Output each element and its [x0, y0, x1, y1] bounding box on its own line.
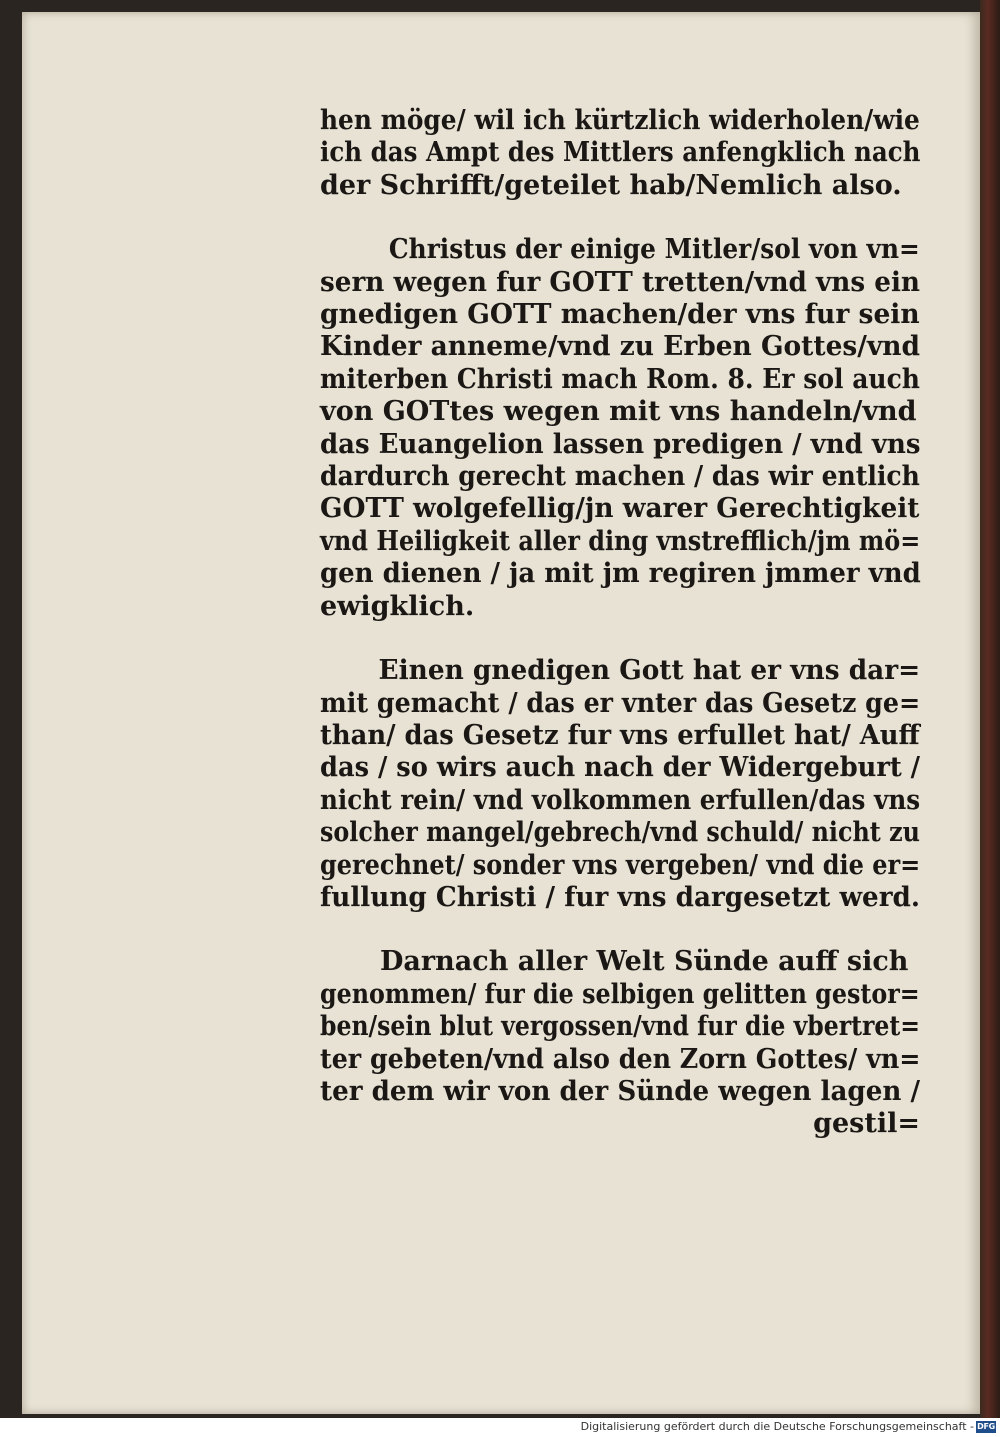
paragraph-2: [320, 234, 920, 623]
footer-bar: [0, 1418, 1000, 1437]
paragraph-1: [320, 105, 920, 202]
paragraph-4: [320, 946, 920, 1108]
text-line: das / so wirs auch nach der Widergeburt /: [320, 752, 921, 784]
text-line: gen dienen / ja mit jm regiren jmmer vnd: [320, 558, 921, 590]
text-line: ich das Ampt des Mittlers anfengklich nach: [320, 137, 921, 169]
text-line: Einen gnedigen Gott hat er vns dar=: [378, 655, 921, 687]
page-text: [320, 105, 920, 1141]
text-line: solcher mangel/gebrech/vnd schuld/ nicht zu: [320, 817, 920, 849]
text-line: genommen/ fur die selbigen gelitten gestor=: [320, 978, 920, 1010]
text-line: mit gemacht / das er vnter das Gesetz ge=: [320, 687, 921, 719]
text-line: nicht rein/ vnd volkommen erfullen/das vns: [320, 784, 921, 816]
text-line: than/ das Gesetz fur vns erfullet hat/ Auff: [320, 719, 920, 751]
paragraph-3: [320, 655, 920, 914]
text-line: fullung Christi / fur vns dargesetzt werd.: [320, 881, 921, 913]
text-line: gnedigen GOTT machen/der vns fur sein: [320, 299, 920, 331]
catchword: gestil=: [813, 1108, 920, 1140]
text-line: Kinder anneme/vnd zu Erben Gottes/vnd: [320, 331, 921, 363]
text-line: der Schrifft/geteilet hab/Nemlich also.: [320, 169, 902, 201]
text-line: miterben Christi mach Rom. 8. Er sol auch: [320, 363, 920, 395]
dfg-logo-icon: DFG: [977, 1422, 995, 1431]
text-line: vnd Heiligkeit aller ding vnstrefflich/jm mö=: [320, 525, 921, 557]
text-line: von GOTtes wegen mit vns handeln/vnd: [320, 396, 917, 428]
text-line: ben/sein blut vergossen/vnd fur die vbertret=: [320, 1011, 920, 1043]
text-line: ewigklich.: [320, 590, 475, 622]
text-line: dardurch gerecht machen / das wir entlich: [320, 461, 920, 493]
text-line: ter gebeten/vnd also den Zorn Gottes/ vn=: [320, 1043, 921, 1075]
text-line: hen möge/ wil ich kürtzlich widerholen/wie: [320, 105, 920, 136]
text-line: sern wegen fur GOTT tretten/vnd vns ein: [320, 266, 921, 298]
funding-credit: Digitalisierung gefördert durch die Deutsche Forschungsgemeinschaft -: [580, 1420, 974, 1433]
text-line: gerechnet/ sonder vns vergeben/ vnd die er=: [320, 849, 921, 881]
text-line: GOTT wolgefellig/jn warer Gerechtigkeit: [320, 493, 920, 525]
text-line: Christus der einige Mitler/sol von vn=: [388, 234, 920, 266]
text-line: Darnach aller Welt Sünde auff sich: [380, 946, 909, 978]
text-line: ter dem wir von der Sünde wegen lagen /: [320, 1075, 921, 1107]
text-line: das Euangelion lassen predigen / vnd vns: [320, 428, 921, 460]
book-spine-edge: [980, 0, 1000, 1418]
